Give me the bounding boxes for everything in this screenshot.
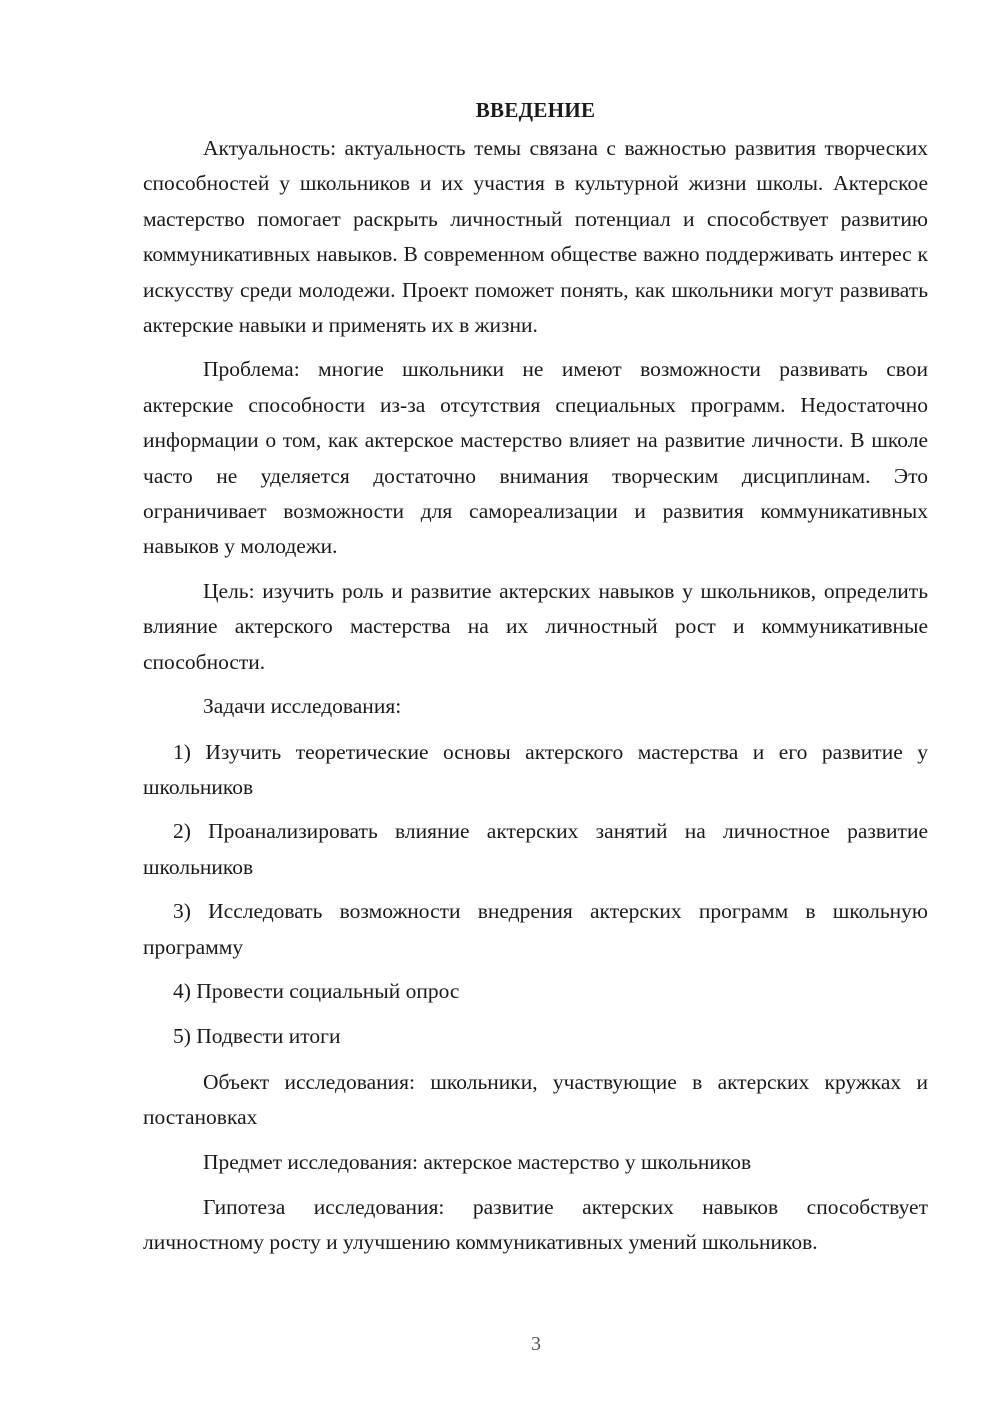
section-title: ВВЕДЕНИЕ bbox=[475, 98, 596, 122]
paragraph-problem: Проблема: многие школьники не имеют возможности развивать свои актерские способности из-за отсутствия специальных программ. Недостаточно информации о том, как актерское мастерство влияет на развитие личности. В школе часто не уделяется достаточно внимания творческим дисциплинам. Это ограничивает возможности для самореализации и развития коммуникативных навыков у молодежи. bbox=[143, 357, 928, 559]
task-item: 5) Подвести итоги bbox=[173, 1024, 341, 1049]
page-number: 3 bbox=[531, 1333, 541, 1355]
paragraph-object: Объект исследования: школьники, участвующие в актерских кружках и постановках bbox=[143, 1069, 928, 1130]
document-page bbox=[143, 92, 928, 1270]
tasks-list bbox=[143, 735, 928, 1055]
task-item: 2) Проанализировать влияние актерских занятий на личностное развитие школьников bbox=[143, 819, 928, 879]
paragraph-hypothesis: Гипотеза исследования: развитие актерских навыков способствует личностному росту и улучшению коммуникативных умений школьников. bbox=[143, 1194, 928, 1255]
tasks-heading: Задачи исследования: bbox=[203, 694, 402, 719]
task-item: 4) Провести социальный опрос bbox=[173, 978, 460, 1003]
paragraph-relevance: Актуальность: актуальность темы связана с важностью развития творческих способностей у школьников и их участия в культурной жизни школы. Актерское мастерство помогает раскрыть личностный потенциал и способствует развитию коммуникативных навыков. В современном обществе важно поддерживать интерес к искусству среди молодежи. Проект поможет понять, как школьники могут развивать актерские навыки и применять их в жизни. bbox=[143, 136, 928, 338]
task-item: 1) Изучить теоретические основы актерского мастерства и его развитие у школьников bbox=[143, 739, 928, 799]
task-item: 3) Исследовать возможности внедрения актерских программ в школьную программу bbox=[143, 899, 928, 959]
paragraph-subject: Предмет исследования: актерское мастерство у школьников bbox=[203, 1149, 752, 1174]
paragraph-goal: Цель: изучить роль и развитие актерских навыков у школьников, определить влияние актерского мастерства на их личностный рост и коммуникативные способности. bbox=[143, 578, 928, 674]
